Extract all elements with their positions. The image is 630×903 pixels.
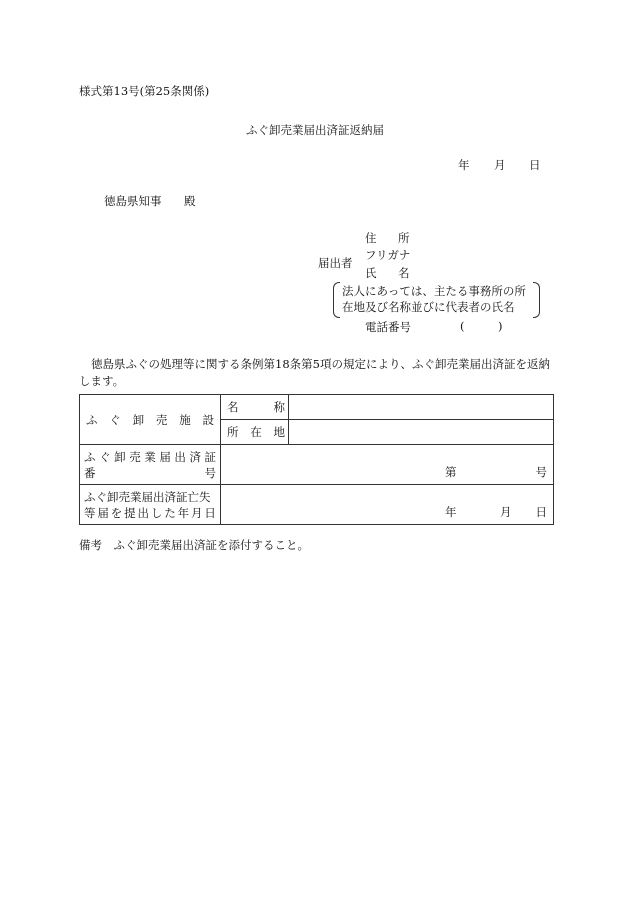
lost-date-year: 年 xyxy=(445,505,457,519)
lost-date-month: 月 xyxy=(500,505,512,519)
table-row xyxy=(80,485,554,525)
facility-name-label-cell xyxy=(221,395,289,420)
table-row xyxy=(80,395,554,420)
label-char: 済 xyxy=(189,449,201,464)
addressee-name: 徳島県知事 xyxy=(104,194,162,208)
label-char: 出 xyxy=(174,449,186,464)
corp-note-bracket-right xyxy=(533,282,540,318)
facility-label-char: ぐ xyxy=(109,412,121,427)
label-char: 届 xyxy=(159,449,171,464)
facility-label-char: 売 xyxy=(155,412,168,427)
notifier-name-label-2: 名 xyxy=(398,266,410,280)
cert-number-dai: 第 xyxy=(445,465,457,479)
facility-label-char: 卸 xyxy=(132,412,145,427)
date-month-label: 月 xyxy=(494,158,506,172)
cert-number-go: 号 xyxy=(535,465,547,479)
lost-date-label-line-1: ふぐ卸売業届出済証亡失 xyxy=(84,489,211,504)
notifier-address-label-1: 住 xyxy=(365,231,377,245)
location-label-char: 地 xyxy=(273,425,285,439)
label-char: 月 xyxy=(191,505,203,520)
remarks-text: 備考 ふぐ卸売業届出済証を添付すること。 xyxy=(79,538,309,552)
notifier-name-label-1: 氏 xyxy=(365,266,377,280)
location-label-char: 所 xyxy=(227,425,239,439)
facility-name-value-cell[interactable] xyxy=(289,395,554,420)
cert-number-label-cell xyxy=(80,445,221,485)
addressee-honorific: 殿 xyxy=(184,194,196,208)
document-title: ふぐ卸売業届出済証返納届 xyxy=(246,123,384,137)
table-row xyxy=(80,445,554,485)
label-char: 業 xyxy=(144,449,156,464)
notifier-address-label-2: 所 xyxy=(398,231,410,245)
cert-number-label-line-2 xyxy=(84,465,216,481)
lost-date-label-cell xyxy=(80,485,221,525)
facility-location-label-cell xyxy=(221,420,289,445)
facility-label-char: 施 xyxy=(179,412,191,427)
body-text-line-1: 徳島県ふぐの処理等に関する条例第18条第5項の規定により、ふぐ卸売業届出済証を返納 xyxy=(91,357,550,371)
label-char: 日 xyxy=(204,505,216,520)
lost-date-day: 日 xyxy=(535,505,547,519)
notifier-label: 届出者 xyxy=(318,256,353,270)
label-char: 出 xyxy=(137,505,149,520)
label-char: た xyxy=(164,505,176,520)
date-year-label: 年 xyxy=(458,158,470,172)
label-char: 売 xyxy=(129,449,141,464)
notification-table xyxy=(79,394,554,525)
corp-note-bracket-left xyxy=(333,282,340,318)
label-char: ぐ xyxy=(99,449,111,464)
date-day-label: 日 xyxy=(529,158,541,172)
facility-label-cell xyxy=(80,395,221,445)
body-text-line-2: します。 xyxy=(79,374,125,388)
lost-date-label-line-2 xyxy=(84,505,216,521)
lost-date-label xyxy=(80,489,220,521)
form-number: 様式第13号(第25条関係) xyxy=(79,84,210,98)
cert-number-value-cell[interactable] xyxy=(221,445,554,485)
label-char: 卸 xyxy=(114,449,126,464)
corp-note-line-1: 法人にあっては、主たる事務所の所 xyxy=(342,284,526,298)
label-char: し xyxy=(150,505,163,520)
label-char: 提 xyxy=(124,505,136,520)
label-char: ふ xyxy=(84,449,96,464)
lost-date-value-cell[interactable] xyxy=(221,485,554,525)
label-char: 番 xyxy=(84,465,96,480)
name-label-char: 称 xyxy=(273,400,285,414)
label-char: 年 xyxy=(177,505,190,520)
cert-number-label xyxy=(80,449,220,481)
location-label-char: 在 xyxy=(250,425,262,439)
label-char: を xyxy=(110,505,123,520)
phone-label: 電話番号 xyxy=(365,320,411,334)
cert-number-label-line-1 xyxy=(84,449,216,465)
phone-paren-open: ( xyxy=(460,319,465,333)
label-char: 等 xyxy=(84,505,96,520)
notifier-furigana-label: フリガナ xyxy=(365,248,411,262)
name-label-char: 名 xyxy=(227,400,239,414)
facility-label-char: 設 xyxy=(202,412,214,427)
label-char: 届 xyxy=(97,505,109,520)
corp-note-line-2: 在地及び名称並びに代表者の氏名 xyxy=(342,300,515,314)
label-char: 証 xyxy=(204,449,216,464)
label-char: 号 xyxy=(204,465,216,480)
facility-location-label xyxy=(221,424,288,440)
facility-location-value-cell[interactable] xyxy=(289,420,554,445)
facility-name-label xyxy=(221,399,288,415)
phone-paren-close: ) xyxy=(498,319,503,333)
facility-label-char: ふ xyxy=(86,412,98,427)
facility-label xyxy=(80,412,220,428)
